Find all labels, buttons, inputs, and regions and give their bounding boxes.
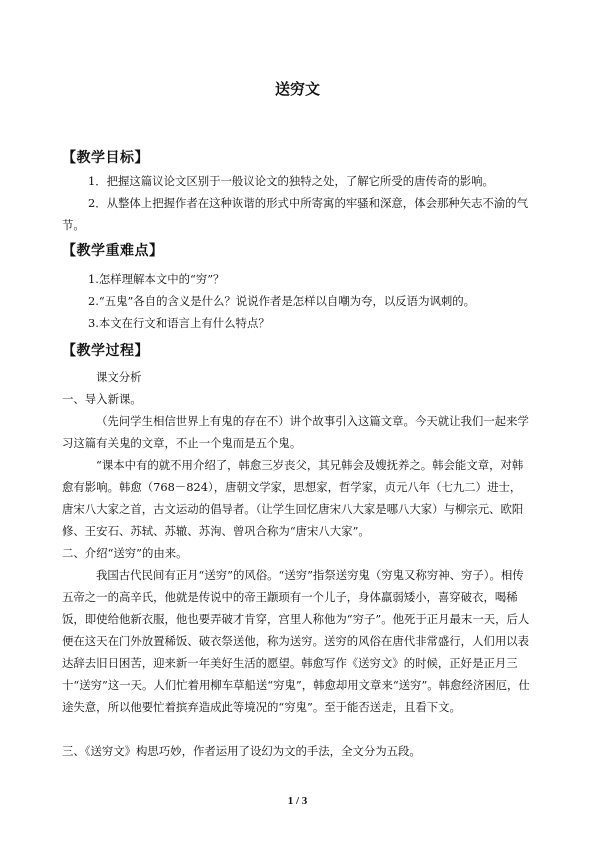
key-point-3: 3.本文在行文和语言上有什么特点？ [88, 316, 270, 330]
goal-2: 2．从整体上把握作者在这种诙谐的形式中所寄寓的牢骚和深意，体会那种矢志不渝的气节。 [62, 196, 529, 232]
section-1-title: 一、导入新课。 [62, 392, 142, 406]
document-title: 送穷文 [274, 80, 320, 98]
section-1-paragraph-1: （先问学生相信世界上有鬼的存在不）讲个故事引入这篇文章。今天就让我们一起来学习这篇有关鬼的文章，不止一个鬼而是五个鬼。 [62, 414, 529, 450]
goal-1: 1．把握这篇议论文区别于一般议论文的独特之处，了解它所受的唐传奇的影响。 [88, 174, 494, 188]
page-number: 1 / 3 [287, 795, 308, 807]
section-1-paragraph-2: “课本中有的就不用介绍了，韩愈三岁丧父，其兄韩会及嫂抚养之。韩会能文章，对韩愈有影响。韩愈（768－824），唐朝文学家，思想家，哲学家，贞元八年（七九二）进士，唐宋八大家之首，古文运动的倡导者。（让学生回忆唐宋八大家是哪八大家）与柳宗元、欧阳修、王安石、苏轼、苏辙、苏洵、曾巩合称为“唐宋八大家”。 [62, 458, 524, 538]
heading-process: 【教学过程】 [62, 343, 149, 359]
section-2-title: 二、介绍“送穷”的由来。 [62, 546, 188, 560]
heading-key-points: 【教学重难点】 [62, 243, 164, 259]
section-2-paragraph-1: 我国古代民间有正月“送穷”的风俗。“送穷”指祭送穷鬼（穷鬼又称穷神、穷子）。相传五帝之一的高辛氏，他就是传说中的帝王颛顼有一个儿子，身体羸弱矮小，喜穿破衣，喝稀饭，即使给他新衣服，他也要弄破才肯穿，宫里人称他为“穷子”。他死于正月最末一天，后人便在这天在门外放置稀饭、破衣祭送他，称为送穷。送穷的风俗在唐代非常盛行，人们用以表达辞去旧日困苦，迎来新一年美好生活的愿望。韩愈写作《送穷文》的时候，正好是正月三十“送穷”这一天。人们忙着用柳车草船送“穷鬼”，韩愈却用文章来“送穷”。韩愈经济困厄，仕途失意，所以他要忙着摈弃造成此等境况的“穷鬼”。至于能否送走，且看下文。 [62, 568, 530, 714]
heading-goals: 【教学目标】 [62, 150, 149, 166]
analysis-label: 课文分析 [96, 370, 142, 384]
key-point-2: 2.“五鬼”各自的含义是什么？说说作者是怎样以自嘲为夸，以反语为讽刺的。 [88, 294, 476, 308]
key-point-1: 1.怎样理解本文中的“穷”？ [88, 272, 225, 286]
section-3-title: 三、《送穷文》构思巧妙，作者运用了设幻为文的手法，全文分为五段。 [62, 744, 421, 758]
